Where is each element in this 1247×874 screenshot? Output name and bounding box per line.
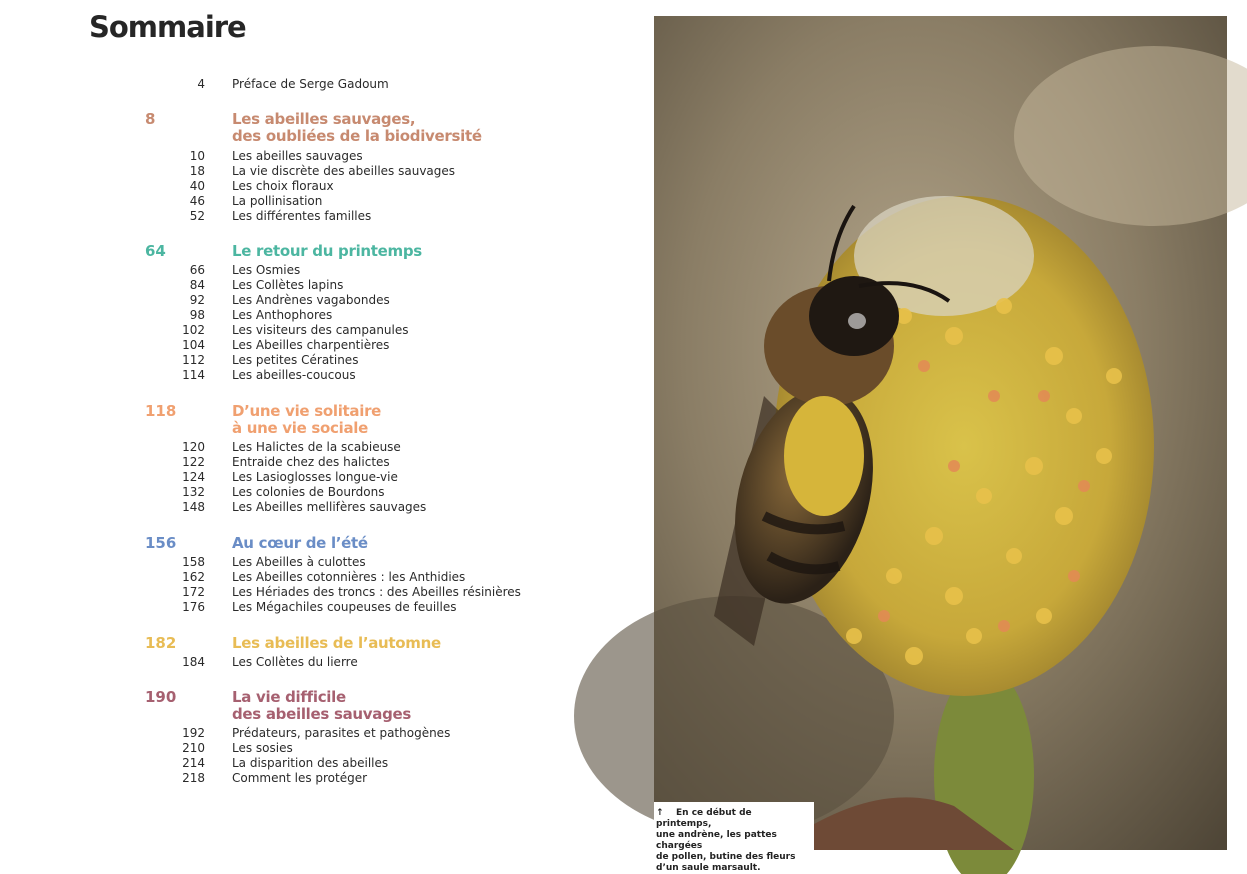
toc-entry[interactable] [0, 323, 620, 338]
entry-label: Les Abeilles mellifères sauvages [232, 500, 427, 514]
toc-entry[interactable] [0, 263, 620, 278]
toc-entry[interactable] [0, 600, 620, 615]
entry-label: La disparition des abeilles [232, 756, 389, 770]
entry-label: Les Abeilles cotonnières : les Anthidies [232, 570, 466, 584]
entry-label: Les colonies de Bourdons [232, 485, 385, 499]
entry-label: Prédateurs, parasites et pathogènes [232, 726, 451, 740]
toc-entry[interactable] [0, 555, 620, 570]
toc-entry[interactable] [0, 164, 620, 179]
toc-entry[interactable] [0, 500, 620, 515]
page-number: 10 [189, 149, 205, 163]
section-title-line: des abeilles sauvages [232, 705, 412, 723]
page-number: 210 [182, 741, 205, 755]
toc-entry[interactable] [0, 293, 620, 308]
toc-entry[interactable] [0, 455, 620, 470]
page-number: 218 [182, 771, 205, 785]
page-number: 18 [189, 164, 205, 178]
entry-label: Les sosies [232, 741, 293, 755]
entry-label: Les Lasioglosses longue-vie [232, 470, 398, 484]
page-number: 102 [182, 323, 205, 337]
entry-label: Les Anthophores [232, 308, 333, 322]
section-title-line: Le retour du printemps [232, 242, 422, 260]
entry-label: Les visiteurs des campanules [232, 323, 409, 337]
toc-entry[interactable] [0, 485, 620, 500]
entry-label: Les différentes familles [232, 209, 372, 223]
page-number: 148 [182, 500, 205, 514]
section-title-line: La vie difficile [232, 688, 346, 706]
page-title: Sommaire [89, 10, 246, 44]
page-number: 112 [182, 353, 205, 367]
page-number: 52 [189, 209, 205, 223]
entry-label: La pollinisation [232, 194, 323, 208]
toc-entry[interactable] [0, 194, 620, 209]
section-title-line: Les abeilles sauvages, [232, 110, 416, 128]
page-number: 176 [182, 600, 205, 614]
toc-entry[interactable] [0, 756, 620, 771]
toc-entry[interactable] [0, 353, 620, 368]
section-page-number: 64 [145, 242, 166, 260]
toc-entry[interactable] [0, 278, 620, 293]
section-title-line: Au cœur de l’été [232, 534, 368, 552]
toc-entry[interactable] [0, 585, 620, 600]
caption-line: En ce début de printemps, [656, 808, 752, 829]
entry-label: Les Osmies [232, 263, 301, 277]
page-number: 184 [182, 655, 205, 669]
entry-label: Les Abeilles à culottes [232, 555, 366, 569]
section-title-line: D’une vie solitaire [232, 402, 382, 420]
page-number: 162 [182, 570, 205, 584]
page-number: 158 [182, 555, 205, 569]
page-number: 4 [197, 77, 205, 91]
bee-photo [654, 16, 1227, 873]
page-number: 122 [182, 455, 205, 469]
page-number: 124 [182, 470, 205, 484]
page-number: 214 [182, 756, 205, 770]
entry-label: Comment les protéger [232, 771, 368, 785]
section-page-number: 118 [145, 402, 177, 420]
page-number: 114 [182, 368, 205, 382]
toc-entry[interactable] [0, 741, 620, 756]
page-number: 84 [189, 278, 205, 292]
entry-label: Les Mégachiles coupeuses de feuilles [232, 600, 457, 614]
page-number: 172 [182, 585, 205, 599]
photo-caption [654, 802, 814, 873]
entry-label: Les abeilles sauvages [232, 149, 363, 163]
section-page-number: 8 [145, 110, 156, 128]
toc-entry[interactable] [0, 570, 620, 585]
toc-entry[interactable] [0, 149, 620, 164]
toc-entry[interactable] [0, 338, 620, 353]
entry-label: Les Collètes du lierre [232, 655, 358, 669]
bee-on-willow-illustration [654, 16, 1227, 850]
page-number: 120 [182, 440, 205, 454]
section-page-number: 190 [145, 688, 177, 706]
entry-label: Les Collètes lapins [232, 278, 344, 292]
preface-entry[interactable] [0, 77, 620, 92]
page-number: 92 [189, 293, 205, 307]
entry-label: Les Abeilles charpentières [232, 338, 390, 352]
entry-label: Les Hériades des troncs : des Abeilles résinières [232, 585, 521, 599]
entry-label: Les Halictes de la scabieuse [232, 440, 401, 454]
page-number: 192 [182, 726, 205, 740]
entry-label: Préface de Serge Gadoum [232, 77, 389, 91]
section-page-number: 182 [145, 634, 177, 652]
page-number: 132 [182, 485, 205, 499]
entry-label: Les Andrènes vagabondes [232, 293, 390, 307]
toc-entry[interactable] [0, 179, 620, 194]
page-number: 46 [189, 194, 205, 208]
page-number: 98 [189, 308, 205, 322]
page-number: 104 [182, 338, 205, 352]
arrow-up-icon: ↑ [656, 808, 664, 818]
toc-entry[interactable] [0, 308, 620, 323]
entry-label: Les abeilles-coucous [232, 368, 356, 382]
toc-entry[interactable] [0, 368, 620, 383]
entry-label: Les petites Cératines [232, 353, 359, 367]
entry-label: La vie discrète des abeilles sauvages [232, 164, 456, 178]
section-title-line: à une vie sociale [232, 419, 369, 437]
page-number: 66 [189, 263, 205, 277]
entry-label: Les choix floraux [232, 179, 334, 193]
toc-entry[interactable] [0, 771, 620, 786]
section-page-number: 156 [145, 534, 177, 552]
caption-line: de pollen, butine des fleurs [656, 852, 796, 862]
toc-entry[interactable] [0, 470, 620, 485]
toc-entry[interactable] [0, 440, 620, 455]
page-number: 40 [189, 179, 205, 193]
toc-entry[interactable] [0, 726, 620, 741]
toc-entry[interactable] [0, 655, 620, 670]
caption-line: d’un saule marsault. [656, 863, 761, 873]
section-title-line: des oubliées de la biodiversité [232, 127, 482, 145]
section-title-line: Les abeilles de l’automne [232, 634, 441, 652]
caption-line: une andrène, les pattes chargées [656, 830, 777, 851]
toc-entry[interactable] [0, 209, 620, 224]
entry-label: Entraide chez des halictes [232, 455, 390, 469]
